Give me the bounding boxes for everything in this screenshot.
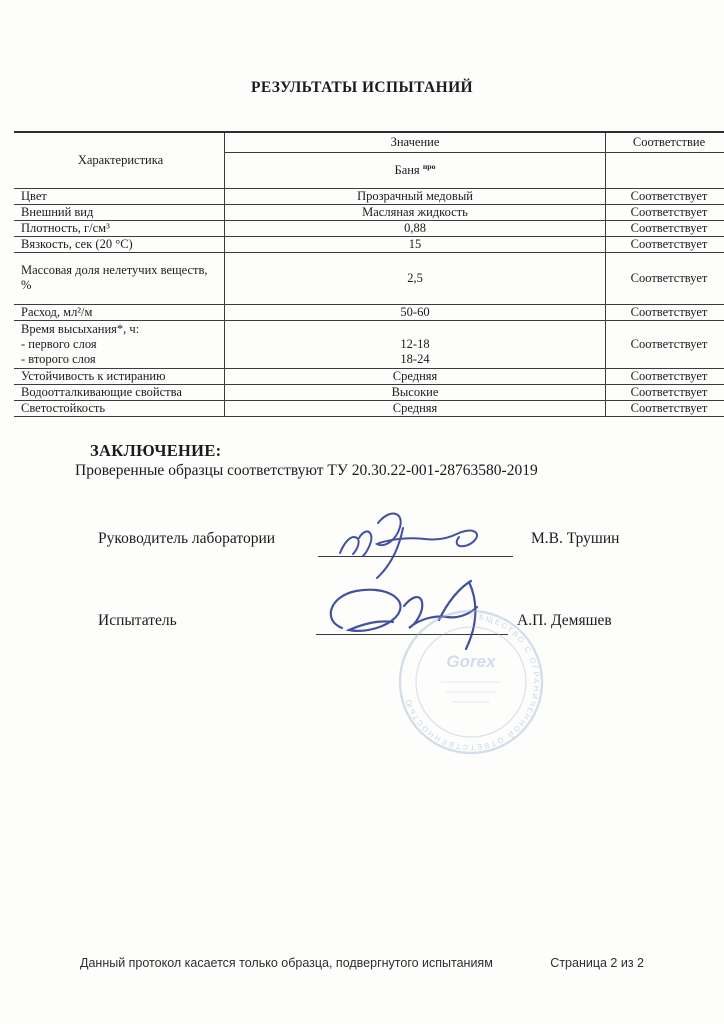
row-conformity: Соответствует <box>606 304 724 320</box>
row-conformity: Соответствует <box>606 368 724 384</box>
row-name: Светостойкость <box>14 400 225 416</box>
row-value: 2,5 <box>225 252 606 304</box>
header-value: Значение <box>225 132 606 152</box>
page-footer <box>80 956 644 970</box>
header-conformity: Соответствие <box>606 132 724 152</box>
row-conformity: Соответствует <box>606 204 724 220</box>
signature-role-tester: Испытатель <box>98 612 177 629</box>
row-name: Внешний вид <box>14 204 225 220</box>
row-conformity: Соответствует <box>606 320 724 368</box>
row-name: Цвет <box>14 188 225 204</box>
row-name: Водоотталкивающие свойства <box>14 384 225 400</box>
row-name: Устойчивость к истиранию <box>14 368 225 384</box>
row-value-spacer <box>229 322 601 337</box>
row-value: Прозрачный медовый <box>225 188 606 204</box>
row-conformity: Соответствует <box>606 220 724 236</box>
page-number: Страница 2 из 2 <box>550 956 644 970</box>
table-row <box>14 400 724 416</box>
footer-note: Данный протокол касается только образца, подвергнутого испытаниям <box>80 956 493 970</box>
row-value: 15 <box>225 236 606 252</box>
table-row <box>14 252 724 304</box>
row-value: 50-60 <box>225 304 606 320</box>
handwritten-signature-tester <box>318 574 513 674</box>
results-table-container <box>14 131 724 417</box>
row-name: Массовая доля нелетучих веществ, % <box>14 252 225 304</box>
table-row <box>14 304 724 320</box>
conclusion-text: Проверенные образцы соответствуют ТУ 20.30.22-001-28763580-2019 <box>75 462 538 479</box>
row-value: Средняя <box>225 368 606 384</box>
row-conformity: Соответствует <box>606 252 724 304</box>
row-conformity: Соответствует <box>606 400 724 416</box>
row-name-line: - первого слоя <box>21 336 97 351</box>
row-name: Расход, мл²/м <box>14 304 225 320</box>
row-conformity: Соответствует <box>606 236 724 252</box>
table-row <box>14 220 724 236</box>
row-value-line: 12-18 <box>400 336 430 351</box>
table-row <box>14 188 724 204</box>
row-value-line: 18-24 <box>400 351 430 366</box>
table-header-row-1 <box>14 132 724 152</box>
row-name-line: - второго слоя <box>21 351 96 366</box>
stamp-ring-text: ОБЩЕСТВО С ОГРАНИЧЕННОЙ ОТВЕТСТВЕННОСТЬЮ <box>402 611 541 753</box>
table-row <box>14 204 724 220</box>
table-row <box>14 368 724 384</box>
row-conformity: Соответствует <box>606 384 724 400</box>
svg-text:ОБЩЕСТВО С ОГРАНИЧЕННОЙ ОТВЕТС <box>403 612 541 752</box>
row-value: Высокие <box>225 384 606 400</box>
header-characteristic: Характеристика <box>14 132 225 188</box>
signature-line <box>318 556 513 557</box>
row-value: Масляная жидкость <box>225 204 606 220</box>
header-conformity-empty-cell <box>606 152 724 188</box>
signature-line <box>316 634 508 635</box>
row-name <box>14 320 225 368</box>
row-name-line: Время высыхания*, ч: <box>21 321 140 336</box>
row-value: 0,88 <box>225 220 606 236</box>
row-value <box>225 320 606 368</box>
row-name: Плотность, г/см³ <box>14 220 225 236</box>
row-name: Вязкость, сек (20 °С) <box>14 236 225 252</box>
table-row <box>14 384 724 400</box>
table-row <box>14 236 724 252</box>
handwritten-signature-lab-head <box>332 503 512 583</box>
signature-name-lab-head: М.В. Трушин <box>531 530 620 547</box>
table-row <box>14 320 724 368</box>
signature-name-tester: А.П. Демяшев <box>517 612 612 629</box>
product-name-superscript: про <box>422 161 436 171</box>
conclusion-heading: ЗАКЛЮЧЕНИЕ: <box>90 441 222 460</box>
results-table <box>14 131 724 417</box>
row-value: Средняя <box>225 400 606 416</box>
page-title: РЕЗУЛЬТАТЫ ИСПЫТАНИЙ <box>250 79 474 96</box>
header-product <box>225 152 606 188</box>
product-name: Баня <box>394 163 420 178</box>
signature-role-lab-head: Руководитель лаборатории <box>98 530 276 547</box>
stamp-center-text: Gorex <box>446 652 496 671</box>
row-conformity: Соответствует <box>606 188 724 204</box>
